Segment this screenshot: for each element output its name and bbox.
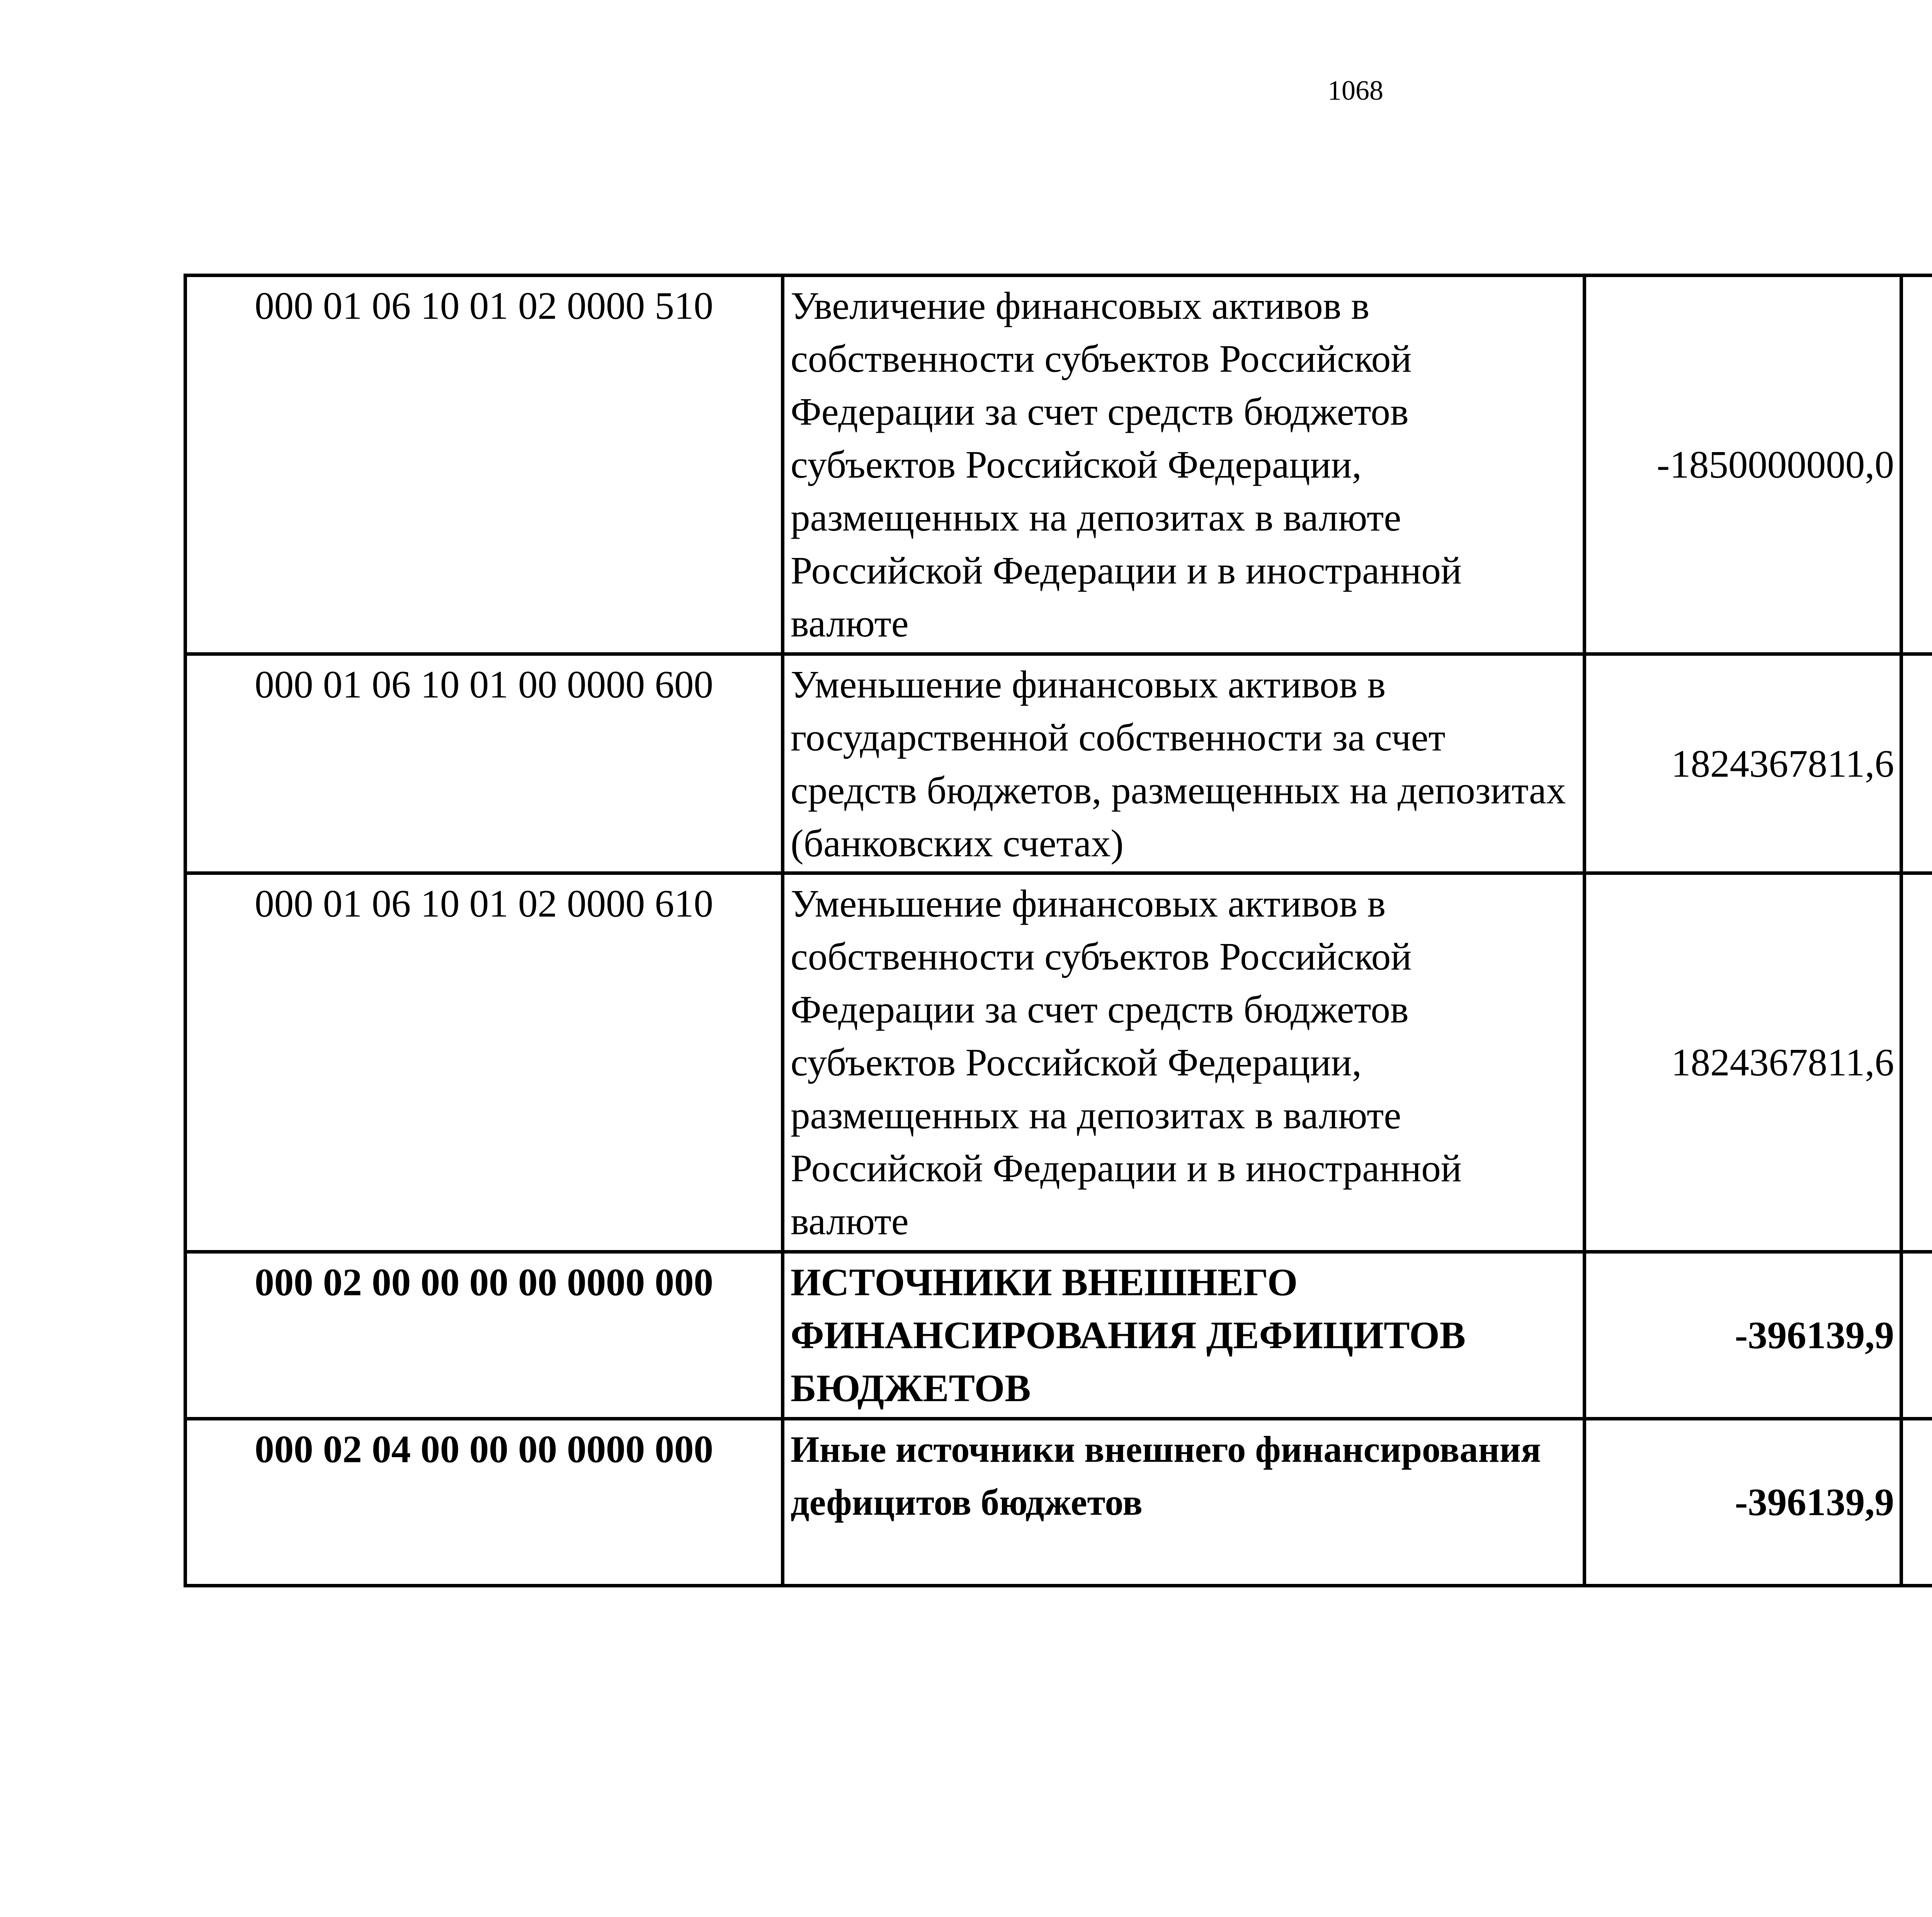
page-number: 1068 — [1328, 75, 1383, 106]
table-row — [185, 1252, 1932, 1419]
description-cell: Иные источники внешнего финансирования дефицитов бюджетов — [783, 1419, 1585, 1586]
description-cell: ИСТОЧНИКИ ВНЕШНЕГО ФИНАНСИРОВАНИЯ ДЕФИЦИТОВ БЮДЖЕТОВ — [783, 1252, 1585, 1419]
description-cell: Увеличение финансовых активов в собственности субъектов Российской Федерации за счет средств бюджетов субъектов Российской Федерации, размещенных на депозитах в валюте Российской Федерации и в иностранной валюте — [783, 276, 1585, 654]
table-row — [185, 1419, 1932, 1586]
amount-cell-year-2 — [1901, 873, 1932, 1252]
budget-code-cell: 000 02 04 00 00 00 0000 000 — [185, 1419, 783, 1586]
budget-code-cell: 000 01 06 10 01 02 0000 610 — [185, 873, 783, 1252]
table-row — [185, 873, 1932, 1252]
description-cell: Уменьшение финансовых активов в собственности субъектов Российской Федерации за счет средств бюджетов субъектов Российской Федерации, размещенных на депозитах в валюте Российской Федерации и в иностранной валюте — [783, 873, 1585, 1252]
amount-cell-year-2 — [1901, 276, 1932, 654]
amount-cell-year-2 — [1901, 654, 1932, 873]
budget-sources-table — [184, 274, 1932, 1587]
table-row — [185, 654, 1932, 873]
amount-cell-year-2 — [1901, 1419, 1932, 1586]
amount-cell-year-2 — [1901, 1252, 1932, 1419]
amount-cell-year-1: -1850000000,0 — [1585, 276, 1901, 654]
description-cell: Уменьшение финансовых активов в государственной собственности за счет средств бюджетов, размещенных на депозитах (банковских счетах) — [783, 654, 1585, 873]
table-row — [185, 276, 1932, 654]
budget-code-cell: 000 01 06 10 01 02 0000 510 — [185, 276, 783, 654]
budget-code-cell: 000 02 00 00 00 00 0000 000 — [185, 1252, 783, 1419]
amount-cell-year-1: 1824367811,6 — [1585, 654, 1901, 873]
amount-cell-year-1: 1824367811,6 — [1585, 873, 1901, 1252]
budget-code-cell: 000 01 06 10 01 00 0000 600 — [185, 654, 783, 873]
amount-cell-year-1: -396139,9 — [1585, 1419, 1901, 1586]
amount-cell-year-1: -396139,9 — [1585, 1252, 1901, 1419]
